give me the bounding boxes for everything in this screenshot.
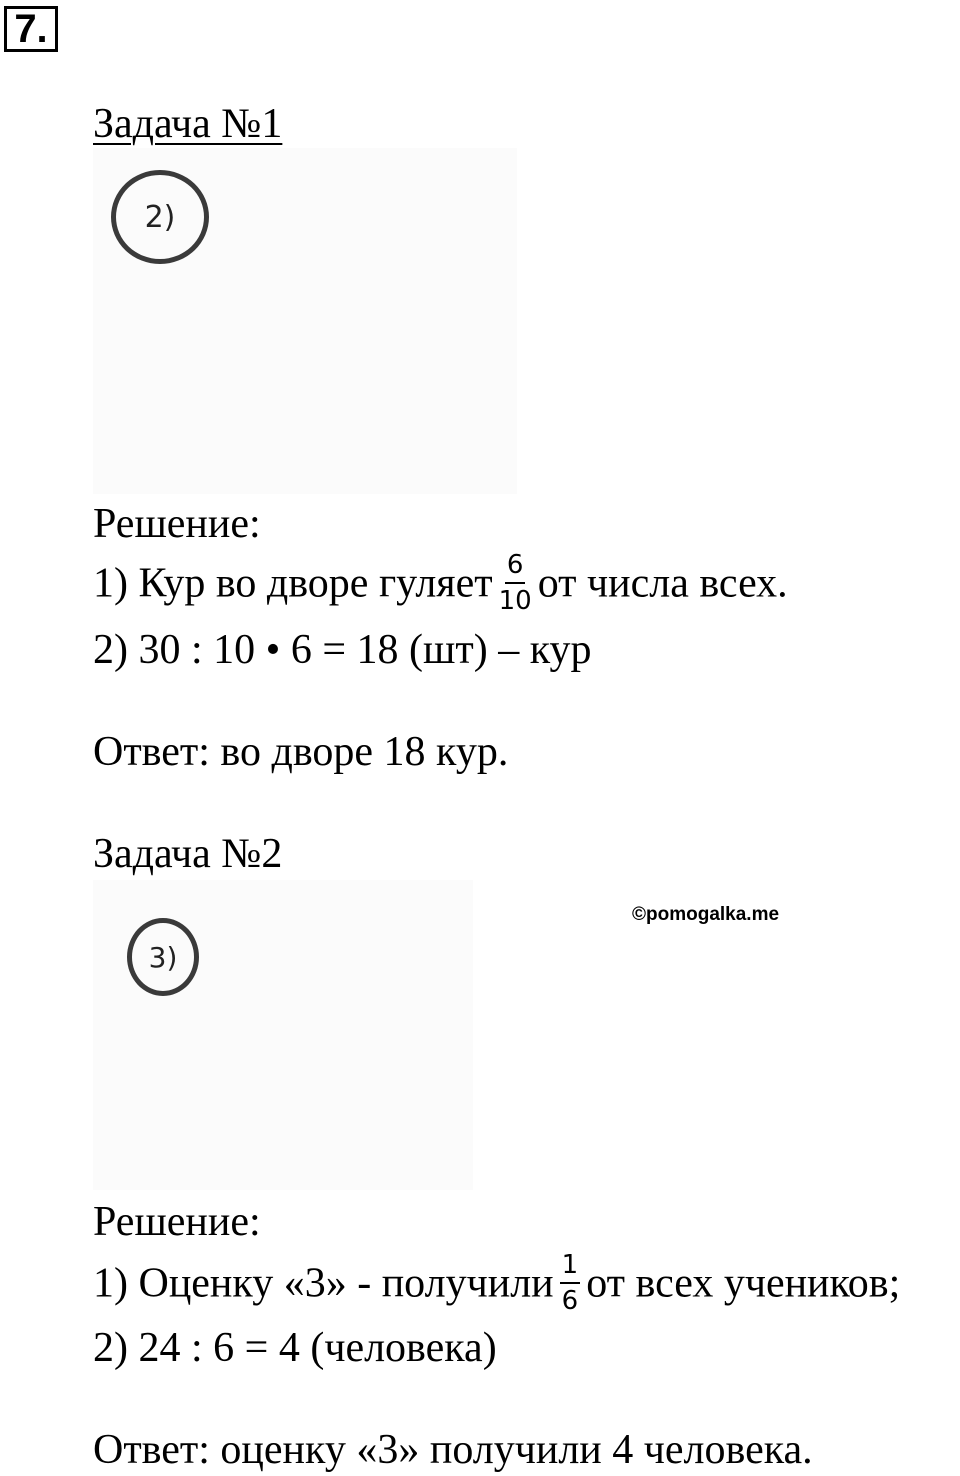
task2-step2: 2) 24 : 6 = 4 (человека): [93, 1325, 497, 1371]
task1-solution-heading: Решение:: [93, 501, 261, 547]
task2-fraction: [560, 1252, 581, 1314]
task2-solution-heading: Решение:: [93, 1199, 261, 1245]
task1-title: Задача №1: [93, 101, 283, 147]
task2-step1-text-before: 1) Оценку «3» - получили: [93, 1260, 554, 1307]
task1-image-area: [93, 148, 517, 494]
task1-step1-text-before: 1) Кур во дворе гуляет: [93, 560, 493, 607]
task2-title: Задача №2: [93, 831, 283, 877]
task1-fraction: [499, 552, 532, 614]
watermark: ©pomogalka.me: [632, 904, 780, 925]
task1-step1-text-after: от числа всех.: [537, 560, 788, 607]
task2-circle-label: 3): [127, 918, 199, 996]
task2-answer: Ответ: оценку «3» получили 4 человека.: [93, 1427, 813, 1473]
task1-step2: 2) 30 : 10 • 6 = 18 (шт) – кур: [93, 627, 592, 673]
task1-circle-label: 2): [111, 170, 209, 264]
task1-answer: Ответ: во дворе 18 кур.: [93, 729, 509, 775]
exercise-number: 7.: [4, 6, 58, 52]
task1-fraction-denominator: 10: [498, 586, 532, 616]
task2-image-area: [93, 880, 473, 1190]
task2-step1: [93, 1250, 901, 1318]
task2-step1-text-after: от всех учеников;: [586, 1260, 901, 1307]
task1-fraction-numerator: 6: [505, 552, 526, 584]
task2-fraction-numerator: 1: [560, 1252, 581, 1284]
task1-step1: [93, 550, 788, 618]
task2-fraction-denominator: 6: [561, 1286, 579, 1316]
